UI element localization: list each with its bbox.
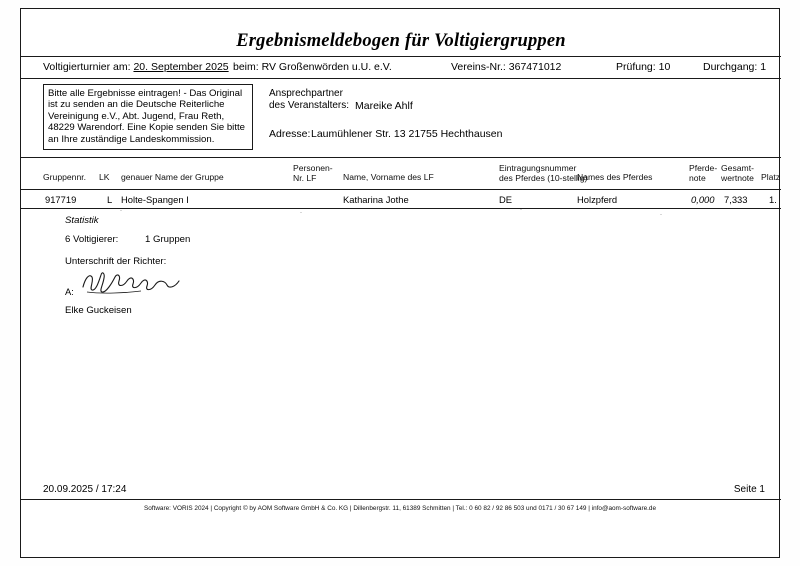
club-number-value: 367471012 <box>508 61 562 73</box>
column-header-total <box>721 164 754 183</box>
pruefung-field <box>616 61 670 73</box>
scan-speck <box>520 209 522 210</box>
divider-title <box>21 56 781 57</box>
judge-name: Elke Guckeisen <box>65 305 132 316</box>
club-number-label: Vereins-Nr.: <box>451 61 506 73</box>
column-header-horse-note <box>689 164 717 183</box>
durchgang-value: 1 <box>760 61 767 73</box>
column-header-person-nr-line2: Nr. LF <box>293 172 317 183</box>
contact-label-line1: Ansprechpartner <box>269 88 343 99</box>
table-row-horse-name: Holzpferd <box>577 194 618 205</box>
column-header-registration <box>499 164 587 183</box>
divider-row-end <box>21 208 781 209</box>
footer-datetime: 20.09.2025 / 17:24 <box>43 484 127 495</box>
divider-footer <box>21 499 781 500</box>
address-label: Adresse: <box>269 128 311 140</box>
column-header-horse-note-line2: note <box>689 172 706 183</box>
club-field <box>233 61 392 73</box>
table-row-lf-name: Katharina Jothe <box>343 194 409 205</box>
footer-page-number: Seite 1 <box>733 484 765 495</box>
club-label: beim: <box>233 61 259 73</box>
divider-header <box>21 78 781 79</box>
column-header-total-line2: wertnote <box>721 172 754 183</box>
contact-value: Mareike Ahlf <box>355 100 413 112</box>
signature-mark-icon <box>79 269 189 295</box>
column-header-horse-name: Names des Pferdes <box>577 172 653 182</box>
page-title: Ergebnismeldebogen für Voltigiergruppen <box>236 31 566 51</box>
table-row-registration: DE <box>499 194 513 205</box>
column-header-registration-line1: Eintragungsnummer <box>499 163 577 173</box>
contact-label-line2: des Veranstalters: <box>269 100 350 111</box>
table-row-group-name: Holte-Spangen I <box>121 194 189 205</box>
contact-label <box>269 88 349 112</box>
column-header-rank: Platz <box>761 172 781 182</box>
durchgang-label: Durchgang: <box>703 61 758 73</box>
durchgang-field <box>703 61 766 73</box>
scan-speck <box>660 214 662 215</box>
column-header-lk: LK <box>99 172 110 182</box>
statistics-groups: 1 Gruppen <box>145 234 191 245</box>
tournament-date-label: Voltigierturnier am: <box>43 61 131 73</box>
table-row-total: 7,333 <box>724 194 748 205</box>
tournament-date-value: 20. September 2025 <box>133 61 229 73</box>
table-row-lk: L <box>107 194 113 205</box>
table-row-rank: 1. <box>769 194 777 205</box>
club-value: RV Großenwörden u.U. e.V. <box>261 61 392 73</box>
column-header-registration-line2: des Pferdes (10-stellig) <box>499 172 588 183</box>
notice-box: Bitte alle Ergebnisse eintragen! - Das Original ist zu senden an die Deutsche Reiterliche Vereinigung e.V., Abt. Jugend, Frau Reth, 48229 Warendorf. Eine Kopie senden Sie bitte an Ihre zuständige Landeskommission. <box>43 84 253 150</box>
form-sheet <box>20 8 780 558</box>
divider-column-header <box>21 189 781 190</box>
table-row: 917719 <box>45 194 77 205</box>
statistics-vaulters: 6 Voltigierer: <box>65 234 119 245</box>
column-header-horse-note-line1: Pferde- <box>689 163 718 173</box>
tournament-date-field <box>43 61 229 73</box>
divider-block <box>21 157 781 158</box>
statistics-line <box>65 234 190 245</box>
scan-speck <box>300 212 302 213</box>
pruefung-value: 10 <box>658 61 671 73</box>
table-row-horse-note: 0,000 <box>691 194 715 205</box>
column-header-person-nr <box>293 164 333 183</box>
column-header-total-line1: Gesamt- <box>721 163 754 173</box>
column-header-group-nr: Gruppennr. <box>43 172 86 182</box>
signature-label: Unterschrift der Richter: <box>65 256 167 267</box>
judge-prefix: A: <box>65 286 74 297</box>
statistics-heading: Statistik <box>65 215 99 226</box>
column-header-group-name: genauer Name der Gruppe <box>121 172 224 182</box>
club-number-field <box>451 61 561 73</box>
column-header-lf-name: Name, Vorname des LF <box>343 172 434 182</box>
footer-software-line: Software: VORIS 2024 | Copyright © by AOM Software GmbH & Co. KG | Dillenbergstr. 11, 61389 Schmitten | Tel.: 0 60 82 / 92 86 503 und 0171 / 30 67 149 | info@aom-software.de <box>143 505 657 512</box>
scan-speck <box>120 210 122 211</box>
pruefung-label: Prüfung: <box>616 61 656 73</box>
column-header-person-nr-line1: Personen- <box>293 163 333 173</box>
address-value: Laumühlener Str. 13 21755 Hechthausen <box>311 128 503 140</box>
